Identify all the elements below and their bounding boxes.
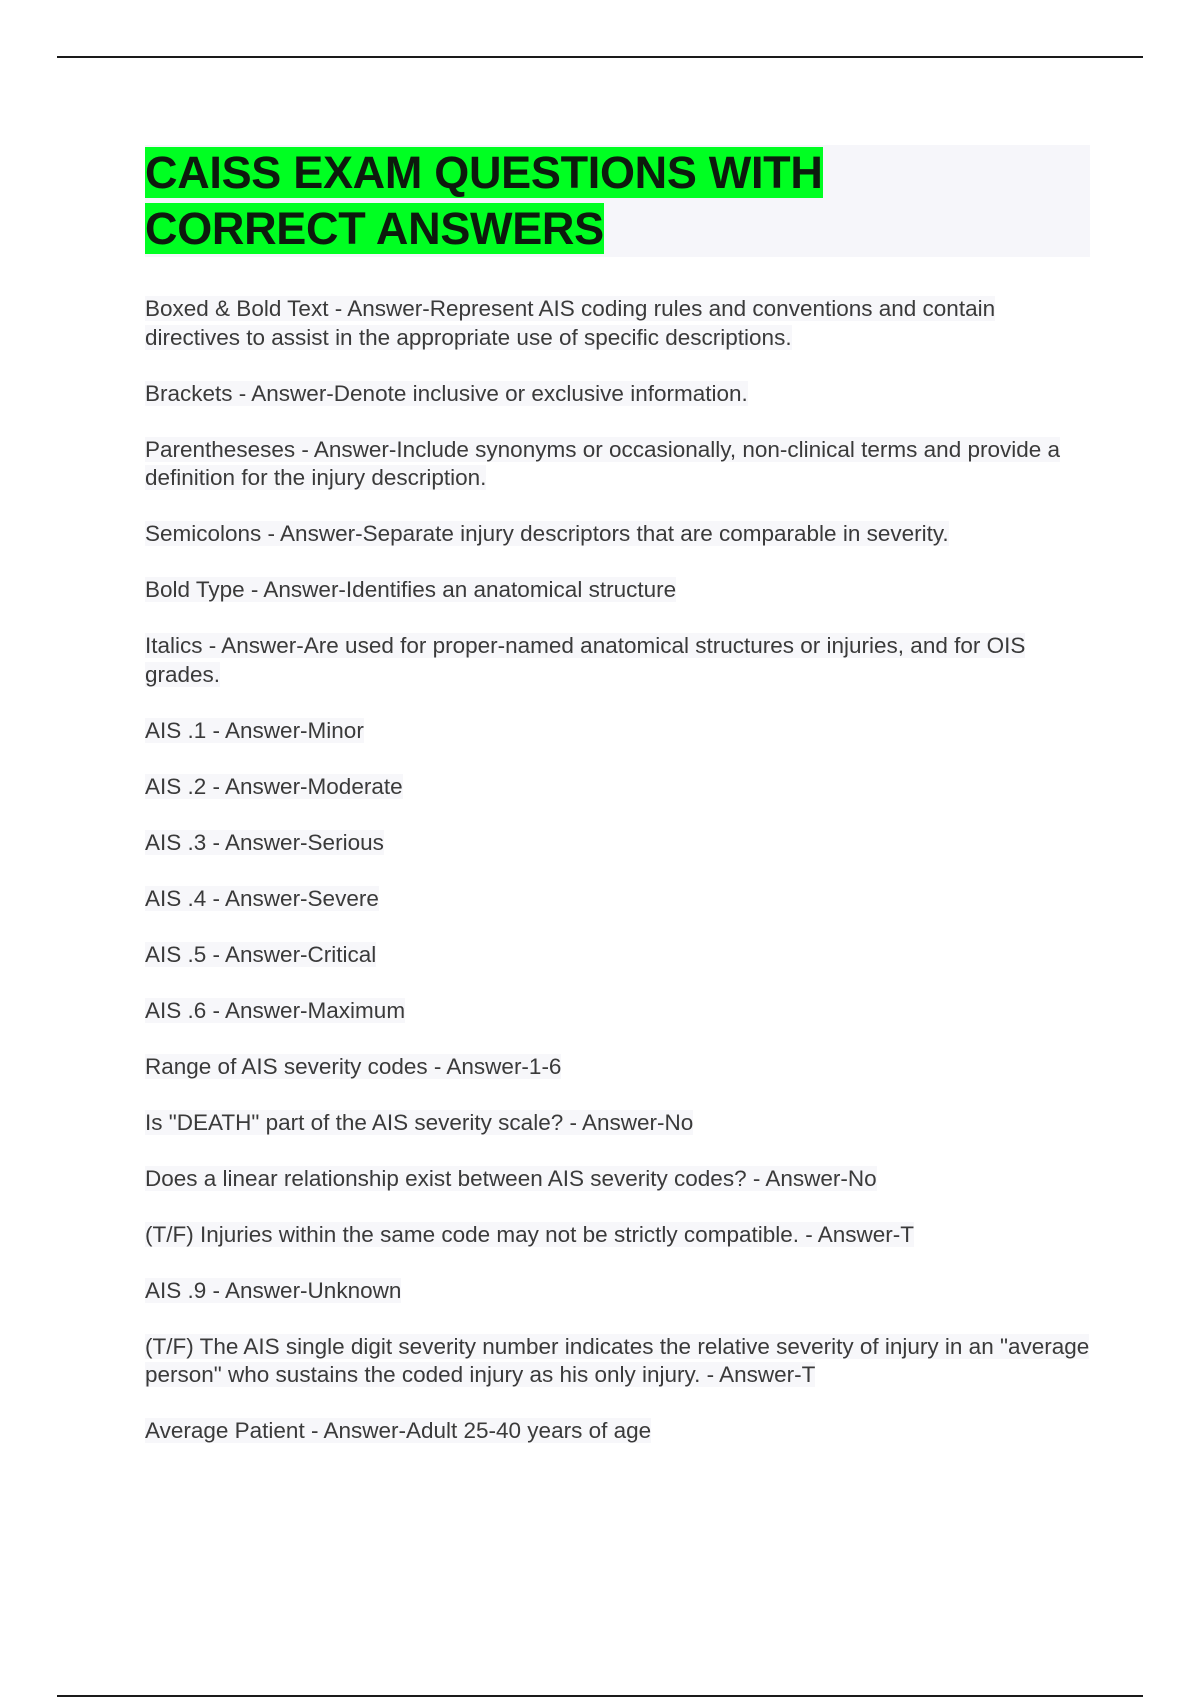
- qa-item: [145, 1417, 1090, 1446]
- qa-item: [145, 773, 1090, 802]
- qa-item-text: Parentheseses - Answer-Include synonyms or occasionally, non-clinical terms and provide a definition for the injury description.: [145, 436, 1061, 490]
- qa-item-text: Brackets - Answer-Denote inclusive or exclusive information.: [145, 380, 748, 406]
- qa-item: [145, 1277, 1090, 1306]
- qa-item-text: AIS .1 - Answer-Minor: [145, 717, 364, 743]
- top-divider: [57, 56, 1143, 58]
- qa-item-text: (T/F) Injuries within the same code may not be strictly compatible. - Answer-T: [145, 1221, 915, 1247]
- qa-item-text: AIS .2 - Answer-Moderate: [145, 773, 403, 799]
- qa-item: [145, 632, 1090, 689]
- document-title-line-2: CORRECT ANSWERS: [145, 203, 604, 254]
- qa-item: [145, 941, 1090, 970]
- qa-item-text: AIS .3 - Answer-Serious: [145, 829, 384, 855]
- qa-item-text: Is "DEATH" part of the AIS severity scale? - Answer-No: [145, 1109, 694, 1135]
- qa-item: [145, 1165, 1090, 1194]
- qa-item-text: Semicolons - Answer-Separate injury descriptors that are comparable in severity.: [145, 521, 949, 546]
- qa-item-text: Range of AIS severity codes - Answer-1-6: [145, 1053, 562, 1079]
- qa-item: [145, 520, 1090, 549]
- qa-item: [145, 436, 1090, 493]
- qa-item: [145, 997, 1090, 1026]
- qa-item-text: Bold Type - Answer-Identifies an anatomical structure: [145, 577, 677, 602]
- qa-item-text: AIS .9 - Answer-Unknown: [145, 1277, 402, 1303]
- qa-list: [145, 295, 1090, 1446]
- qa-item: [145, 829, 1090, 858]
- qa-item-text: Italics - Answer-Are used for proper-named anatomical structures or injuries, and for OIS grades.: [145, 633, 1026, 687]
- qa-item: [145, 576, 1090, 605]
- document-title-block: [145, 145, 1090, 257]
- qa-item: [145, 885, 1090, 914]
- qa-item: [145, 1109, 1090, 1138]
- qa-item: [145, 1333, 1090, 1390]
- document-title-line-1: CAISS EXAM QUESTIONS WITH: [145, 147, 823, 198]
- qa-item: [145, 1053, 1090, 1082]
- qa-item-text: Average Patient - Answer-Adult 25-40 years of age: [145, 1418, 652, 1443]
- qa-item-text: Boxed & Bold Text - Answer-Represent AIS coding rules and conventions and contain directives to assist in the appropriate use of specific descriptions.: [145, 296, 996, 350]
- qa-item: [145, 295, 1090, 352]
- qa-item: [145, 380, 1090, 409]
- qa-item-text: AIS .6 - Answer-Maximum: [145, 997, 406, 1023]
- bottom-divider: [57, 1695, 1143, 1697]
- document-body: [145, 145, 1090, 1473]
- qa-item-text: Does a linear relationship exist between AIS severity codes? - Answer-No: [145, 1165, 877, 1191]
- qa-item: [145, 717, 1090, 746]
- document-title: [145, 145, 1090, 257]
- qa-item: [145, 1221, 1090, 1250]
- qa-item-text: (T/F) The AIS single digit severity number indicates the relative severity of injury in an "average person" who sustains the coded injury as his only injury. - Answer-T: [145, 1333, 1090, 1387]
- qa-item-text: AIS .5 - Answer-Critical: [145, 941, 377, 967]
- qa-item-text: AIS .4 - Answer-Severe: [145, 885, 379, 911]
